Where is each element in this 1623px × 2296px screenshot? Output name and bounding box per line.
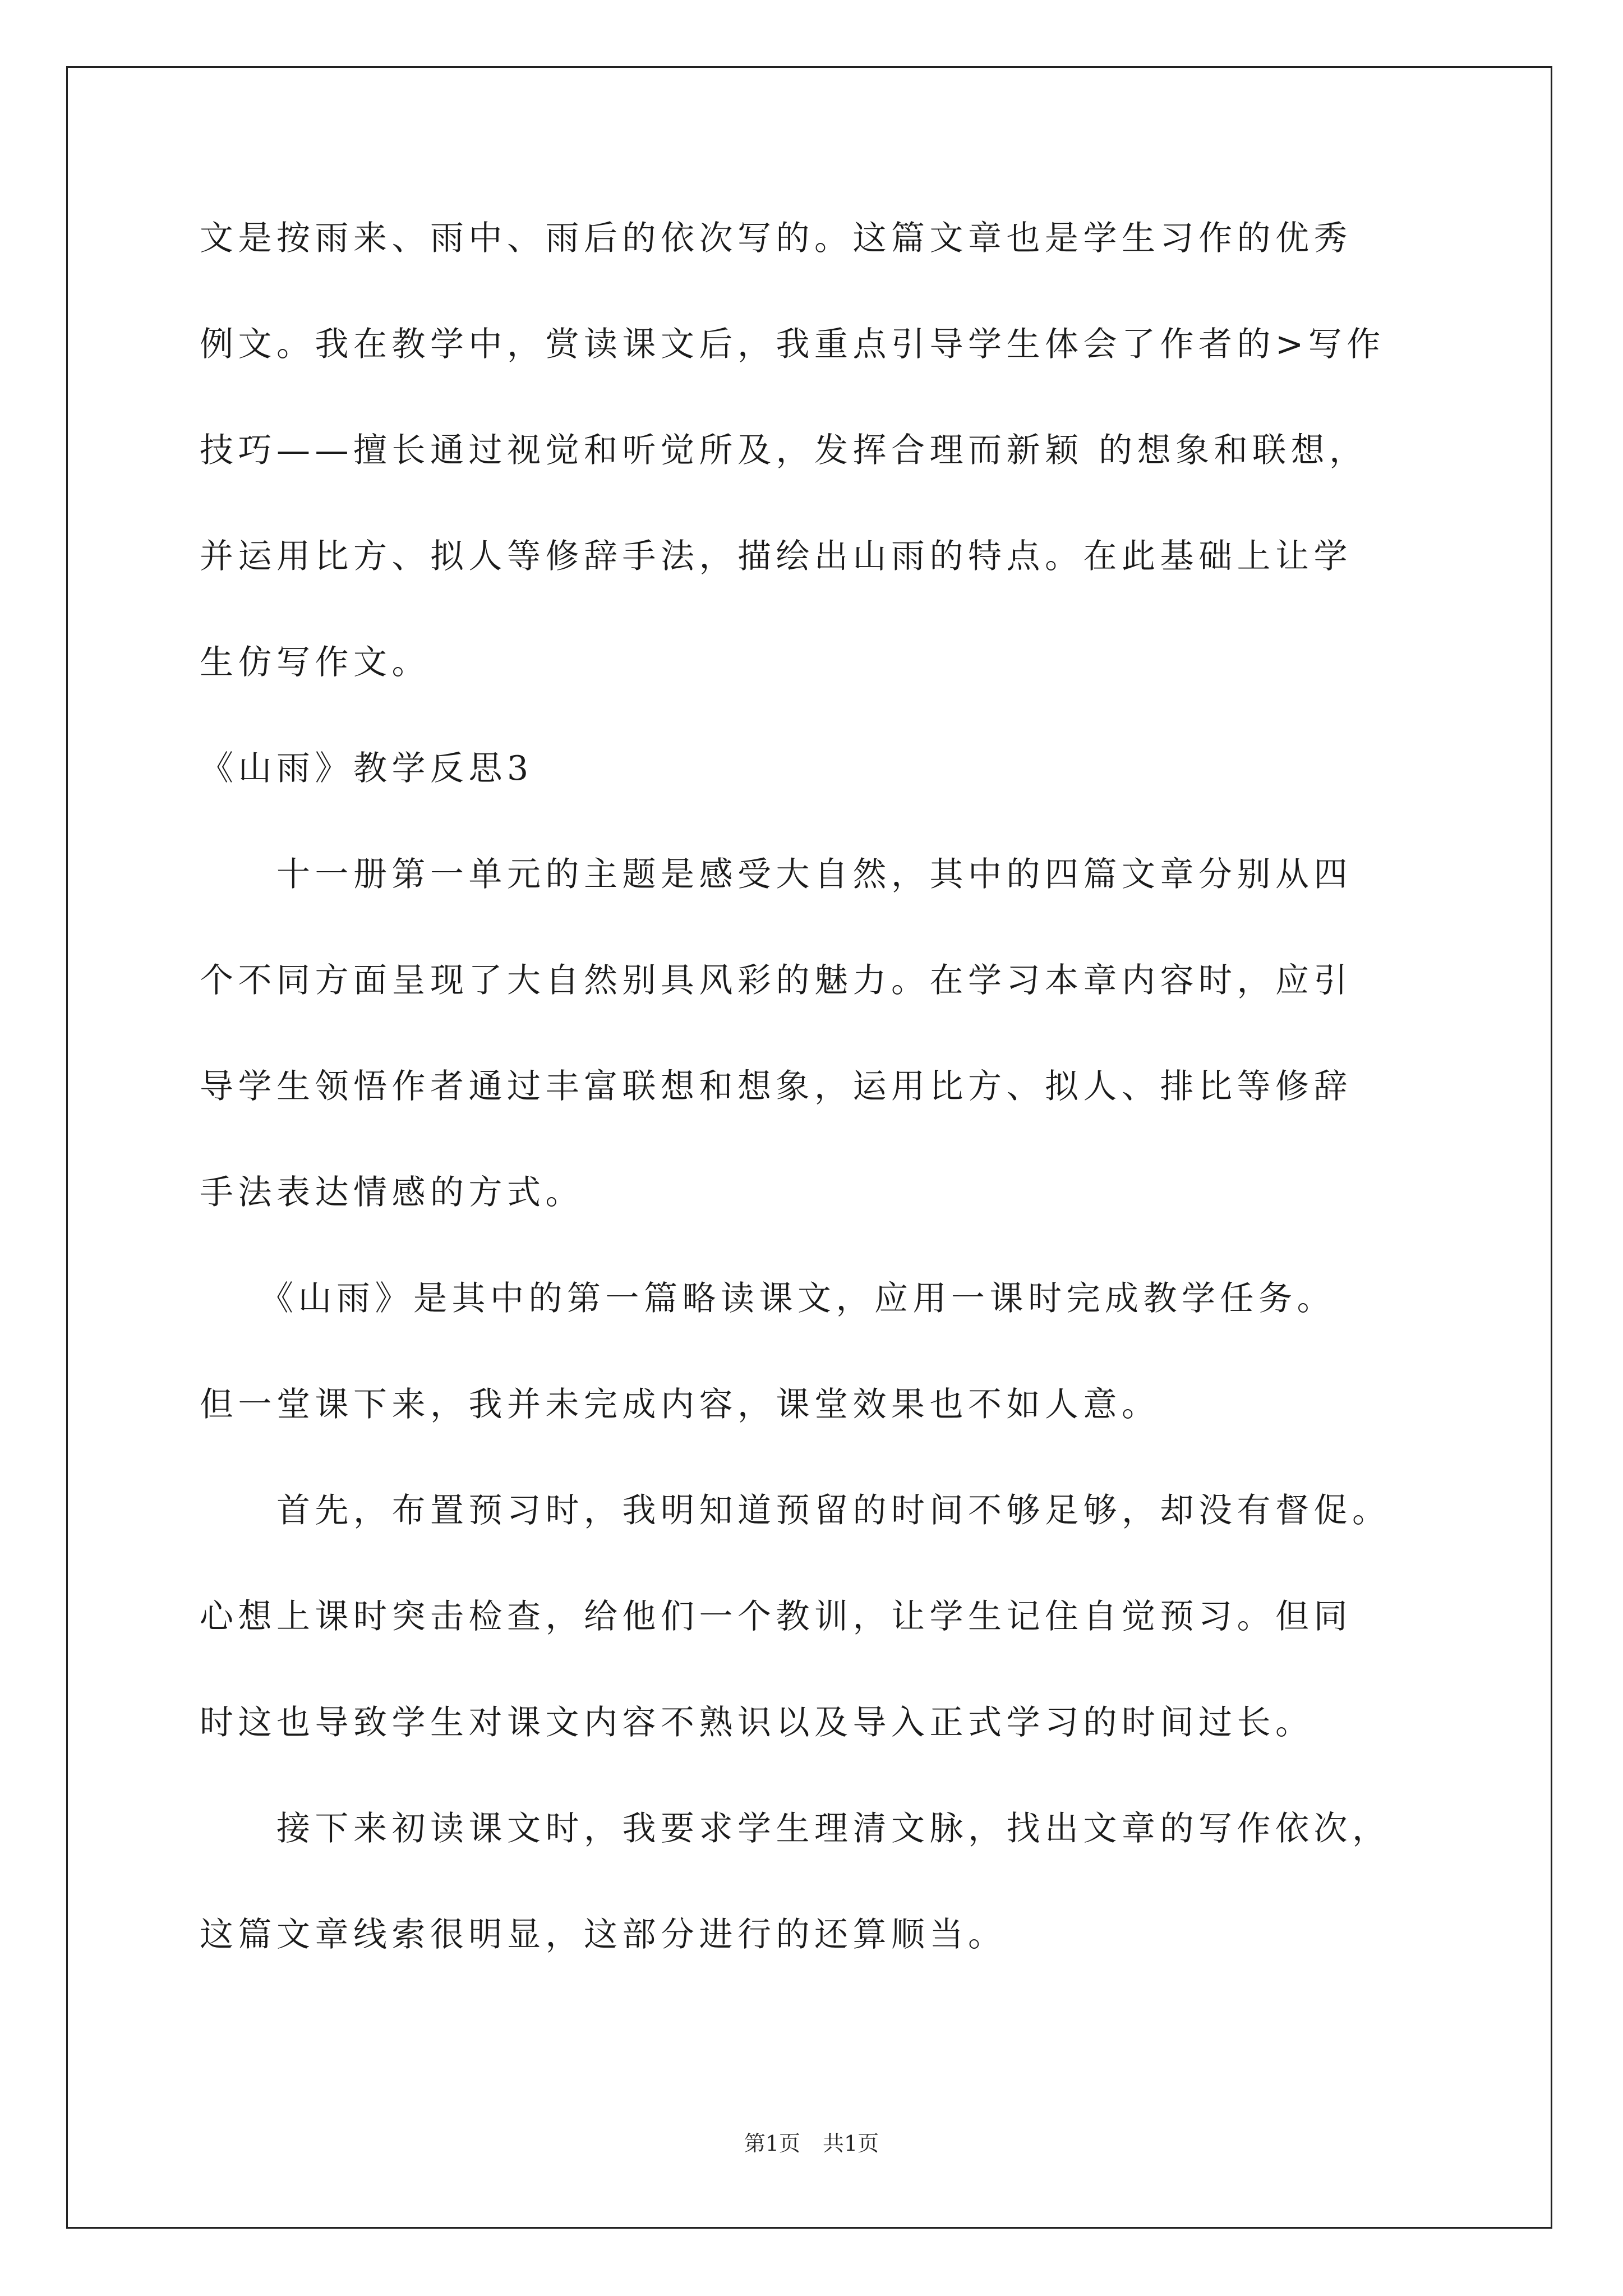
text-line: 例文。我在教学中，赏读课文后，我重点引导学生体会了作者的>写作 bbox=[200, 325, 1385, 364]
text-line: 十一册第一单元的主题是感受大自然，其中的四篇文章分别从四 bbox=[200, 855, 1352, 894]
text-line: 接下来初读课文时，我要求学生理清文脉，找出文章的写作依次， bbox=[200, 1809, 1391, 1848]
text-line: 文是按雨来、雨中、雨后的依次写的。这篇文章也是学生习作的优秀 bbox=[200, 219, 1352, 258]
text-line: 心想上课时突击检查，给他们一个教训，让学生记住自觉预习。但同 bbox=[200, 1597, 1352, 1636]
text-line: 个不同方面呈现了大自然别具风彩的魅力。在学习本章内容时，应引 bbox=[200, 961, 1352, 1000]
text-line: 技巧——擅长通过视觉和听觉所及，发挥合理而新颖 的想象和联想， bbox=[200, 431, 1368, 470]
document-body bbox=[200, 208, 1433, 2010]
text-line: 手法表达情感的方式。 bbox=[200, 1173, 584, 1212]
text-line: 并运用比方、拟人等修辞手法，描绘出山雨的特点。在此基础上让学 bbox=[200, 537, 1352, 576]
text-line: 时这也导致学生对课文内容不熟识以及导入正式学习的时间过长。 bbox=[200, 1703, 1314, 1742]
section-heading: 《山雨》教学反思3 bbox=[200, 749, 533, 788]
page-footer bbox=[0, 2129, 1623, 2157]
page-number: 第1页 bbox=[744, 2131, 800, 2156]
page-total: 共1页 bbox=[823, 2131, 879, 2156]
text-line: 首先，布置预习时，我明知道预留的时间不够足够，却没有督促。 bbox=[200, 1491, 1391, 1530]
text-line: 生仿写作文。 bbox=[200, 643, 430, 682]
text-line: 导学生领悟作者通过丰富联想和想象，运用比方、拟人、排比等修辞 bbox=[200, 1067, 1352, 1106]
text-line: 《山雨》是其中的第一篇略读课文，应用一课时完成教学任务。 bbox=[200, 1279, 1335, 1318]
text-line: 但一堂课下来，我并未完成内容，课堂效果也不如人意。 bbox=[200, 1385, 1160, 1424]
text-line: 这篇文章线索很明显，这部分进行的还算顺当。 bbox=[200, 1915, 1007, 1954]
